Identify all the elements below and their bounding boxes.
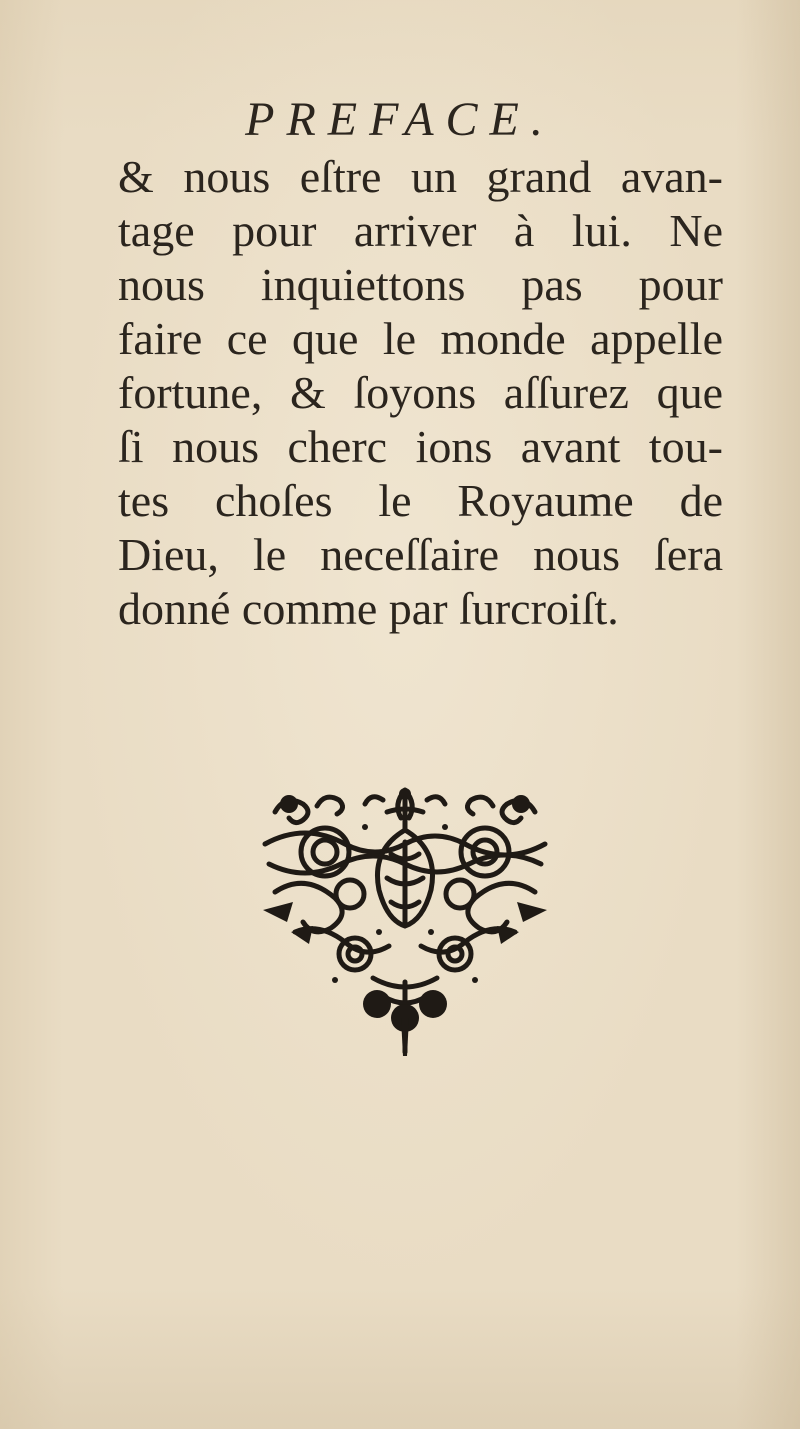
body-text <box>118 150 723 636</box>
text-line: & nous eſtre un grand avan- <box>118 151 723 202</box>
text-line: tage pour arriver à lui. Ne <box>118 205 723 256</box>
text-line: Dieu, le neceſſaire nous ſera <box>118 529 723 580</box>
text-line: donné comme par ſurcroiſt. <box>118 583 619 634</box>
text-line: faire ce que le monde appelle <box>118 313 723 364</box>
text-line: nous inquiettons pas pour <box>118 259 723 310</box>
text-line: ſi nous cherc ions avant tou- <box>118 421 723 472</box>
fleuron-ornament-icon <box>255 782 555 1057</box>
text-line: fortune, & ſoyons aſſurez que <box>118 367 723 418</box>
running-head: PREFACE. <box>245 93 555 146</box>
text-line: tes choſes le Royaume de <box>118 475 723 526</box>
